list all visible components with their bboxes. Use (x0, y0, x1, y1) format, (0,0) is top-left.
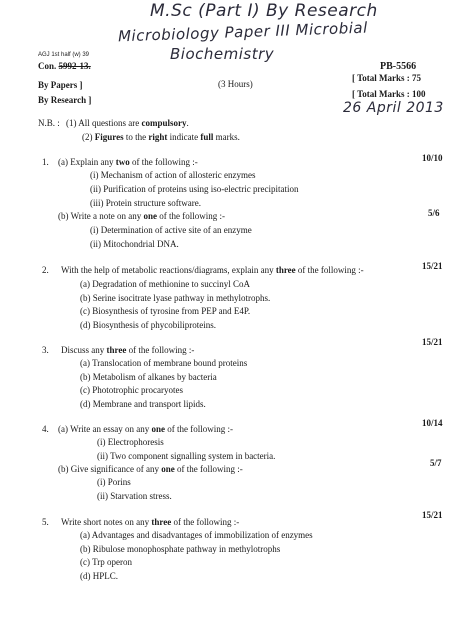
q4a-marks: 10/14 (422, 418, 443, 428)
q4b-text1: Give significance of any (70, 464, 162, 474)
total-marks-75: [ Total Marks : 75 (352, 73, 422, 83)
q1b-bold: one (143, 211, 157, 221)
q1a-label: (a) (58, 157, 68, 167)
q2-item: (b) Serine isocitrate lyase pathway in methylotrophs. (80, 293, 271, 303)
q5-text2: of the following :- (171, 517, 240, 527)
exam-code-small: AGJ 1st half (w) 39 (38, 52, 90, 58)
q1a-item: (ii) Purification of proteins using iso-electric precipitation (90, 184, 299, 194)
q2-item: (a) Degradation of methionine to succinyl CoA (80, 279, 250, 289)
q1b-text1: Write a note on any (70, 211, 144, 221)
nb-item-1-end: . (186, 118, 189, 128)
q4b-bold: one (161, 464, 175, 474)
q4b-marks: 5/7 (430, 458, 442, 468)
handwritten-title-line3: Biochemistry (170, 45, 275, 63)
q5-text1: Write short notes on any (61, 517, 152, 527)
q4a-bold: one (151, 424, 165, 434)
nb-item-2-text1: to the (123, 132, 149, 142)
q5-stem (61, 517, 239, 528)
nb-item-2 (82, 132, 240, 143)
q4a-item: (i) Electrophoresis (97, 437, 164, 447)
q3-text2: of the following :- (126, 345, 195, 355)
paper-code: PB-5566 (380, 61, 417, 72)
q1a-text2: of the following :- (129, 157, 198, 167)
q1-num: 1. (42, 157, 49, 167)
handwritten-title-line2: Microbiology Paper III Microbial (117, 18, 369, 46)
nb-item-1 (66, 118, 189, 129)
q4a-item: (ii) Two component signalling system in bacteria. (97, 451, 276, 461)
q3-item: (a) Translocation of membrane bound proteins (80, 358, 248, 368)
nb-item-2-bold1: Figures (94, 132, 124, 142)
q4a-stem (58, 424, 233, 435)
q2-marks: 15/21 (422, 261, 443, 271)
q1a-bold: two (115, 157, 130, 167)
total-marks-100: [ Total Marks : 100 (352, 89, 426, 99)
q1b-text2: of the following :- (156, 211, 225, 221)
q5-item: (b) Ribulose monophosphate pathway in methylotrophs (80, 544, 281, 554)
nb-item-2-bold3: full (200, 132, 214, 142)
by-research: By Research ] (38, 95, 92, 105)
nb-item-1-num: (1) (66, 118, 77, 128)
q1b-label: (b) (58, 211, 69, 221)
q2-bold: three (275, 265, 296, 275)
nb-item-2-num: (2) (82, 132, 93, 142)
q3-stem (61, 345, 194, 356)
nb-item-2-text3: marks. (213, 132, 240, 142)
q3-bold: three (106, 345, 127, 355)
q1b-marks: 5/6 (428, 208, 440, 218)
q4b-stem (58, 464, 243, 475)
handwritten-title-line1: M.Sc (Part I) By Research (150, 1, 378, 21)
q5-marks: 15/21 (422, 510, 443, 520)
q2-stem (61, 265, 364, 276)
q4a-label: (a) (58, 424, 68, 434)
q3-text1: Discuss any (61, 345, 107, 355)
q1a-stem (58, 157, 198, 168)
q3-item: (b) Metabolism of alkanes by bacteria (80, 372, 217, 382)
q4b-label: (b) (58, 464, 69, 474)
q4b-item: (ii) Starvation stress. (97, 491, 172, 501)
q1b-item: (i) Determination of active site of an enzyme (90, 225, 252, 235)
nb-label: N.B. : (38, 118, 60, 128)
q2-item: (c) Biosynthesis of tyrosine from PEP and E4P. (80, 306, 251, 316)
q1b-item: (ii) Mitochondrial DNA. (90, 239, 179, 249)
con-label (38, 61, 91, 72)
q1a-item: (iii) Protein structure software. (90, 198, 201, 208)
q2-text2: of the following :- (295, 265, 364, 275)
q2-item: (d) Biosynthesis of phycobiliproteins. (80, 320, 216, 330)
q2-num: 2. (42, 265, 49, 275)
duration: (3 Hours) (218, 79, 253, 89)
q3-item: (d) Membrane and transport lipids. (80, 399, 206, 409)
con-label-text: Con. (38, 61, 57, 71)
q3-num: 3. (42, 345, 49, 355)
q4-num: 4. (42, 424, 49, 434)
q5-item: (a) Advantages and disadvantages of immobilization of enzymes (80, 530, 313, 540)
q5-num: 5. (42, 517, 49, 527)
q2-text1: With the help of metabolic reactions/diagrams, explain any (61, 265, 276, 275)
nb-item-1-text: All questions are (78, 118, 142, 128)
q1a-text1: Explain any (70, 157, 116, 167)
q4a-text2: of the following :- (164, 424, 233, 434)
q4a-text1: Write an essay on any (70, 424, 152, 434)
q1a-item: (i) Mechanism of action of allosteric enzymes (90, 170, 256, 180)
handwritten-date: 26 April 2013 (343, 100, 444, 116)
nb-item-1-bold: compulsory (141, 118, 187, 128)
q4b-text2: of the following :- (174, 464, 243, 474)
by-papers: By Papers ] (38, 80, 83, 90)
q1a-marks: 10/10 (422, 153, 443, 163)
q5-item: (d) HPLC. (80, 571, 118, 581)
q1b-stem (58, 211, 225, 222)
con-number: 5992-13. (58, 61, 91, 71)
nb-item-2-bold2: right (148, 132, 168, 142)
q3-item: (c) Phototrophic procaryotes (80, 385, 183, 395)
q4b-item: (i) Porins (97, 477, 131, 487)
q3-marks: 15/21 (422, 337, 443, 347)
nb-item-2-text2: indicate (167, 132, 201, 142)
q5-bold: three (151, 517, 172, 527)
q5-item: (c) Trp operon (80, 557, 132, 567)
